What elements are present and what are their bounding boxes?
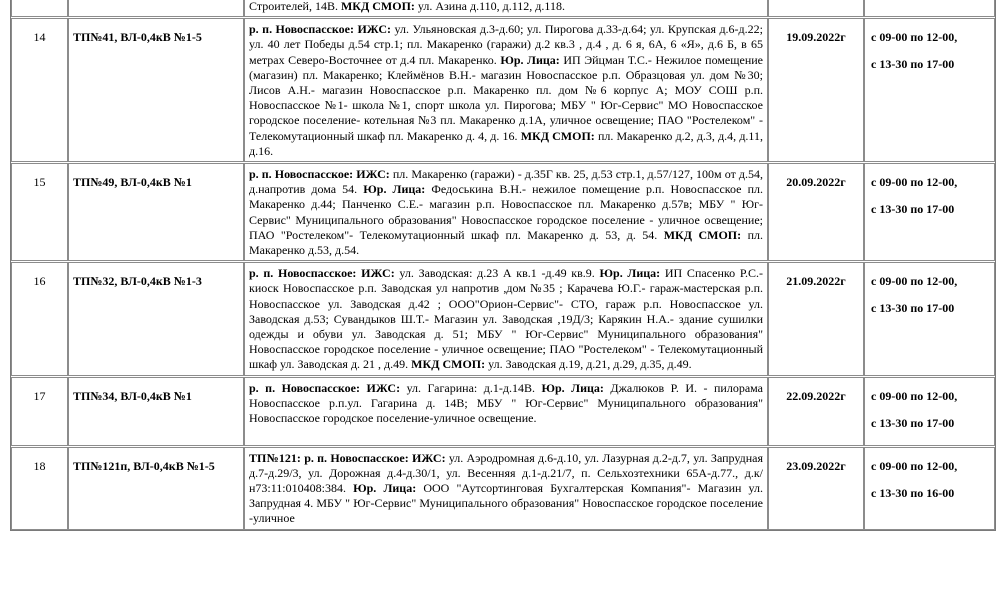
desc-part: Джалюков Р. И. - пилорама Новоспасское р.п.ул. Гагарина д. 14В; МБУ " Юг-Сервис" Муниципального образования" Новоспасское городское поселение-уличное освещение. [249, 380, 763, 426]
time-slot-1: с 09-00 по 12-00, [871, 30, 958, 45]
table-row [11, 163, 995, 261]
consumers-description [244, 18, 768, 162]
desc-part: ИП Спасенко Р.С.- киоск Новоспасское р.п. Заводская ул напротив ,дом №35 ; Карачева Ю.Г.- гараж-мастерская р.п. Новоспасское ул. Заводская д.42 ; ООО"Орион-Сервис"- СТО, гараж р.п. Новоспасское ул. Заводская д.53; Сувандыков Ш.Т.- Магазин ул. Заводская ,19Д/3; Карякин Н.А.- здание сушилки одежды и обуви ул. Заводская д. 51; МБУ " Юг-Сервис" Муниципального образования" Новоспасское городское поселение - уличное освещение; ПАО "Ростелеком" - Телекомутационный шкаф ул. Заводская д. 21 , д.49. [249, 266, 764, 372]
desc-part: ул. Ульяновская д.3-д.60; ул. Пирогова д.33-д.64; ул. Крупская д.6-д.22; ул. 40 лет Победы д.54 стр.1; пл. Макаренко (гаражи) д.2 кв.3 , д.4 , д. 6 я, 6А, 6 «Я», д.6 Б, в 65 метрах Северо-Восточнее от д.4 пл. Макаренко. [249, 22, 763, 67]
substation-name: ТП№32, ВЛ-0,4кВ №1-3 [68, 262, 244, 375]
substation-name: ТП№41, ВЛ-0,4кВ №1-5 [68, 18, 244, 162]
time-slot-2: с 13-30 по 17-00 [871, 301, 955, 316]
outage-time [864, 163, 995, 261]
time-slot-1: с 09-00 по 12-00, [871, 274, 958, 289]
time-slot-2: с 13-30 по 17-00 [871, 57, 955, 72]
row-number [11, 0, 68, 17]
desc-part: ТП№121: р. п. Новоспасское: [249, 450, 412, 465]
row-number: 15 [11, 163, 68, 261]
desc-part: р. п. Новоспасское: [249, 22, 358, 37]
desc-part: Юр. Лица: [353, 481, 417, 496]
desc-part: МКД СМОП: [520, 128, 595, 143]
table-row [11, 447, 995, 530]
outage-date: 23.09.2022г [768, 447, 864, 530]
table-row [11, 18, 995, 162]
time-slot-1: с 09-00 по 12-00, [871, 458, 958, 473]
outage-date: 20.09.2022г [768, 163, 864, 261]
consumers-description [244, 0, 768, 17]
outage-date: 22.09.2022г [768, 377, 864, 446]
desc-part: пл. Макаренко д.2, д.3, д.4, д.11, д.16. [249, 128, 763, 158]
desc-part: р. п. Новоспасское: [249, 167, 357, 182]
outage-time [864, 447, 995, 530]
time-slot-1: с 09-00 по 12-00, [871, 388, 958, 403]
consumers-description [244, 262, 768, 375]
desc-part: Юр. Лица: [599, 266, 661, 281]
desc-part: ул. Гагарина: д.1-д.14В. [400, 380, 542, 395]
substation-cell [68, 0, 244, 17]
desc-part: Юр. Лица: [541, 380, 604, 395]
desc-part: ИЖС: [412, 450, 446, 465]
table-row [11, 262, 995, 375]
substation-name: ТП№121п, ВЛ-0,4кВ №1-5 [68, 447, 244, 530]
desc-part: ул. Азина д.110, д.112, д.118. [414, 0, 565, 13]
desc-part: ул. Заводская д.19, д.21, д.29, д.35, д.49. [485, 357, 692, 372]
outage-time [864, 377, 995, 446]
desc-part: МКД СМОП: [411, 357, 486, 372]
time-slot-2: с 13-30 по 17-00 [871, 202, 955, 217]
desc-part: р. п. Новоспасское: [249, 380, 367, 395]
desc-part: р. п. Новоспасское: [249, 266, 362, 281]
table-row [11, 377, 995, 446]
time-cell [864, 0, 995, 17]
desc-part: ИЖС: [361, 266, 395, 281]
substation-name: ТП№34, ВЛ-0,4кВ №1 [68, 377, 244, 446]
desc-part: Юр. Лица: [500, 52, 560, 67]
row-number: 16 [11, 262, 68, 375]
consumers-description [244, 447, 768, 530]
desc-part: МКД СМОП: [663, 227, 742, 242]
desc-part: ИЖС: [356, 167, 390, 182]
desc-part: ул. Аэродромная д.6-д.10, ул. Лазурная д.2-д.7, ул. Запрудная д.7-д.29/3, ул. Дорожная д.4-д.30/1, ул. Весенняя д.1-д.21/7, п. Сельхозтехники 65А-д.77., д.к/н73:11:010408:384. [249, 450, 763, 496]
time-slot-2: с 13-30 по 17-00 [871, 415, 955, 430]
desc-part: ООО "Аутсортинговая Бухгалтерская Компания"- Магазин ул. Запрудная 4. МБУ " Юг-Сервис" Муниципального образования" Новоспасское городское поселение -уличное [249, 481, 764, 526]
row-number: 14 [11, 18, 68, 162]
desc-part: Федоськина В.Н.- нежилое помещение р.п. Новоспасское пл. Макаренко д.44; Панченко С.Е.- магазин р.п. Новоспасское пл. Макаренко д.57в; МБУ " Юг-Сервис" Муниципального образования" Новоспасское городское поселение - уличное освещение; ПАО "Ростелеком"- Телекомутационный шкаф пл. Макаренко д. 53, д. 54. [249, 182, 763, 242]
desc-part: ИП Эйцман Т.С.- Нежилое помещение (магазин) пл. Макаренко; Клеймёнов В.Н.- магазин Новоспасское р.п. Образцовая ул. дом №30; Лисов А.Н.- магазин Новоспасское р.п. Макаренко пл. дом №6 корпус А; МОУ СОШ р.п. Новоспасское №1- школа №1, спорт школа ул. Пирогова; МБУ " Юг-Сервис" МО Новоспасское городское поселение- котельная №3 пл. Макаренко д.1А, уличное освещение; ПАО "Ростелеком" - Телекомутационный шкаф пл. Макаренко д. 4, д. 16. [249, 52, 763, 143]
time-slot-1: с 09-00 по 12-00, [871, 175, 958, 190]
outage-date: 19.09.2022г [768, 18, 864, 162]
time-slot-2: с 13-30 по 16-00 [871, 485, 955, 500]
desc-part: пл. Макаренко д.53, д.54. [249, 227, 764, 258]
row-number: 18 [11, 447, 68, 530]
date-cell [768, 0, 864, 17]
outage-time [864, 262, 995, 375]
consumers-description [244, 377, 768, 446]
outage-schedule-table [10, 0, 996, 531]
row-number: 17 [11, 377, 68, 446]
outage-time [864, 18, 995, 162]
desc-part: МКД СМОП: [340, 0, 415, 13]
desc-part: ул. Заводская: д.23 А кв.1 -д.49 кв.9. [394, 266, 600, 281]
desc-part: Строителей, 14В. [249, 0, 341, 13]
outage-date: 21.09.2022г [768, 262, 864, 375]
substation-name: ТП№49, ВЛ-0,4кВ №1 [68, 163, 244, 261]
consumers-description [244, 163, 768, 261]
desc-part: Юр. Лица: [363, 182, 426, 197]
desc-part: ИЖС: [366, 380, 401, 395]
table-row [11, 0, 995, 17]
desc-part: пл. Макаренко (гаражи) - д.35Г кв. 25, д.53 стр.1, д.57/127, 100м от д.54, д.напротив дома 54. [249, 167, 763, 197]
desc-part: ИЖС: [357, 22, 392, 37]
